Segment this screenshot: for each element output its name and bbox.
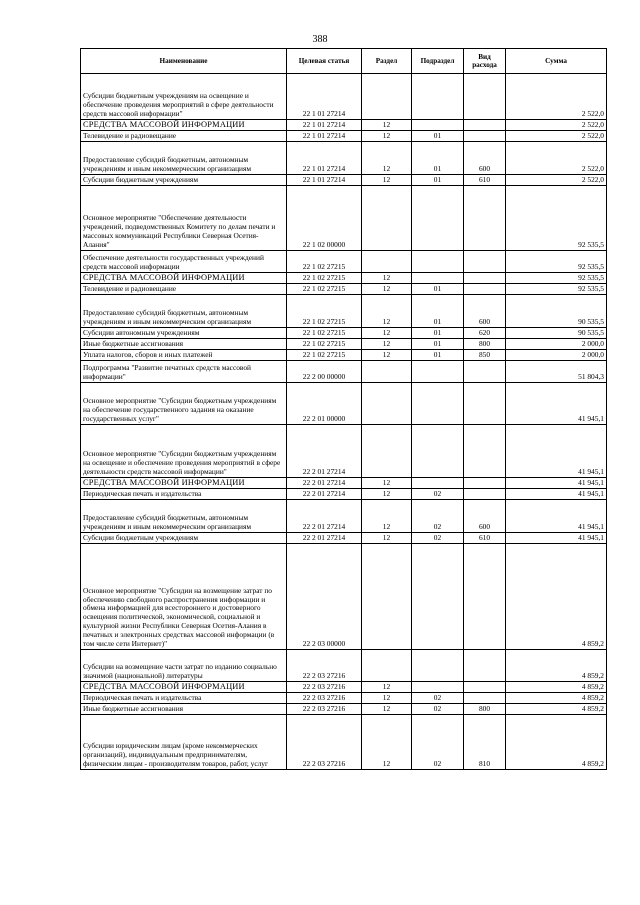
row-expense (464, 383, 506, 425)
table-row (81, 273, 607, 284)
table-row (81, 715, 607, 770)
row-article: 22 2 03 00000 (287, 544, 362, 650)
row-sum: 41 945,1 (506, 533, 607, 544)
table-row (81, 478, 607, 489)
table-row (81, 704, 607, 715)
row-sum: 92 535,5 (506, 186, 607, 251)
row-expense (464, 120, 506, 131)
row-article: 22 1 02 27215 (287, 339, 362, 350)
row-sum: 2 000,0 (506, 350, 607, 361)
row-article: 22 2 03 27216 (287, 650, 362, 682)
row-name: Телевидение и радиовещание (81, 131, 287, 142)
row-sum: 41 945,1 (506, 478, 607, 489)
row-section (362, 186, 412, 251)
row-article: 22 1 02 27215 (287, 284, 362, 295)
table-row (81, 339, 607, 350)
row-article: 22 1 02 00000 (287, 186, 362, 251)
row-subsection (412, 361, 464, 383)
row-expense: 600 (464, 142, 506, 175)
row-name: Субсидии бюджетным учреждениям (81, 533, 287, 544)
row-name: Субсидии автономным учреждениям (81, 328, 287, 339)
row-subsection (412, 650, 464, 682)
row-expense (464, 361, 506, 383)
column-header-subsection: Подраздел (412, 49, 464, 74)
row-subsection (412, 682, 464, 693)
row-name: Основное мероприятие "Субсидии бюджетным учреждениям на обеспечение государственного задания на оказание государственных услуг" (81, 383, 287, 425)
row-name: Предоставление субсидий бюджетным, автономным учреждениям и иным некоммерческим организациям (81, 500, 287, 533)
row-subsection: 01 (412, 339, 464, 350)
row-name: Иные бюджетные ассигнования (81, 339, 287, 350)
table-row (81, 544, 607, 650)
row-subsection: 02 (412, 704, 464, 715)
table-row (81, 693, 607, 704)
row-section: 12 (362, 175, 412, 186)
table-row (81, 186, 607, 251)
row-sum: 4 859,2 (506, 704, 607, 715)
row-name: Телевидение и радиовещание (81, 284, 287, 295)
row-name: Обеспечение деятельности государственных учреждений средств массовой информации (81, 251, 287, 273)
row-sum: 90 535,5 (506, 295, 607, 328)
row-expense (464, 489, 506, 500)
table-row (81, 74, 607, 120)
table-row (81, 284, 607, 295)
row-article: 22 2 00 00000 (287, 361, 362, 383)
row-expense (464, 425, 506, 478)
table-row (81, 682, 607, 693)
row-expense: 610 (464, 175, 506, 186)
row-section: 12 (362, 131, 412, 142)
row-section (362, 383, 412, 425)
row-expense (464, 478, 506, 489)
row-subsection: 01 (412, 350, 464, 361)
table-row (81, 350, 607, 361)
table-row (81, 142, 607, 175)
table-row (81, 328, 607, 339)
row-article: 22 1 01 27214 (287, 131, 362, 142)
row-sum: 2 522,0 (506, 175, 607, 186)
row-section: 12 (362, 284, 412, 295)
row-expense: 810 (464, 715, 506, 770)
row-subsection (412, 478, 464, 489)
row-expense (464, 251, 506, 273)
row-sum: 2 522,0 (506, 74, 607, 120)
row-sum: 92 535,5 (506, 273, 607, 284)
row-subsection: 01 (412, 142, 464, 175)
row-section: 12 (362, 533, 412, 544)
row-sum: 2 522,0 (506, 131, 607, 142)
row-name: Периодическая печать и издательства (81, 693, 287, 704)
table-header-row (81, 49, 607, 74)
row-section: 12 (362, 500, 412, 533)
row-section (362, 425, 412, 478)
row-subsection: 02 (412, 533, 464, 544)
row-expense: 600 (464, 500, 506, 533)
row-sum: 2 522,0 (506, 142, 607, 175)
row-sum: 90 535,5 (506, 328, 607, 339)
row-expense (464, 682, 506, 693)
row-section: 12 (362, 478, 412, 489)
row-name: Уплата налогов, сборов и иных платежей (81, 350, 287, 361)
row-article: 22 2 01 27214 (287, 425, 362, 478)
row-sum: 4 859,2 (506, 682, 607, 693)
table-row (81, 295, 607, 328)
row-sum: 4 859,2 (506, 693, 607, 704)
row-section: 12 (362, 693, 412, 704)
row-expense: 800 (464, 704, 506, 715)
row-section: 12 (362, 295, 412, 328)
row-expense (464, 131, 506, 142)
row-name: СРЕДСТВА МАССОВОЙ ИНФОРМАЦИИ (81, 682, 287, 693)
row-expense (464, 186, 506, 251)
row-sum: 4 859,2 (506, 715, 607, 770)
row-sum: 4 859,2 (506, 650, 607, 682)
row-article: 22 1 01 27214 (287, 142, 362, 175)
row-name: Субсидии на возмещение части затрат по изданию социально значимой (национальной) литературы (81, 650, 287, 682)
row-article: 22 1 02 27215 (287, 251, 362, 273)
row-subsection (412, 186, 464, 251)
row-article: 22 1 02 27215 (287, 295, 362, 328)
table-row (81, 500, 607, 533)
row-sum: 41 945,1 (506, 383, 607, 425)
row-subsection: 02 (412, 489, 464, 500)
table-row (81, 650, 607, 682)
row-name: СРЕДСТВА МАССОВОЙ ИНФОРМАЦИИ (81, 273, 287, 284)
row-name: Субсидии бюджетным учреждениям на освещение и обеспечение проведения мероприятий в сфере деятельности средств массовой информации" (81, 74, 287, 120)
row-article: 22 1 01 27214 (287, 120, 362, 131)
row-article: 22 2 03 27216 (287, 693, 362, 704)
row-section (362, 74, 412, 120)
column-header-expense: Вид расхода (464, 49, 506, 74)
row-expense: 800 (464, 339, 506, 350)
row-expense (464, 650, 506, 682)
row-article: 22 2 03 27216 (287, 704, 362, 715)
row-subsection (412, 251, 464, 273)
table-row (81, 251, 607, 273)
row-name: Субсидии бюджетным учреждениям (81, 175, 287, 186)
row-section: 12 (362, 704, 412, 715)
row-expense (464, 273, 506, 284)
row-sum: 51 804,3 (506, 361, 607, 383)
row-section (362, 544, 412, 650)
row-article: 22 2 03 27216 (287, 682, 362, 693)
row-expense: 620 (464, 328, 506, 339)
row-sum: 92 535,5 (506, 251, 607, 273)
column-header-sum: Сумма (506, 49, 607, 74)
row-name: Предоставление субсидий бюджетным, автономным учреждениям и иным некоммерческим организациям (81, 142, 287, 175)
row-section: 12 (362, 273, 412, 284)
row-name: Иные бюджетные ассигнования (81, 704, 287, 715)
row-name: Основное мероприятие "Субсидии на возмещение затрат по обеспечению свободного распространения информации и обмена информацией для всестороннего и достоверного освещения политической, экономической, социальной и культурной жизни Республики Северная Осетия-Алания в печатных и электронных средствах массовой информации (в том числе сети Интернет)" (81, 544, 287, 650)
row-sum: 41 945,1 (506, 425, 607, 478)
row-subsection: 01 (412, 284, 464, 295)
row-article: 22 2 01 27214 (287, 489, 362, 500)
row-article: 22 2 01 00000 (287, 383, 362, 425)
row-subsection (412, 273, 464, 284)
budget-table (80, 48, 607, 770)
row-sum: 41 945,1 (506, 500, 607, 533)
row-expense (464, 74, 506, 120)
row-article: 22 2 01 27214 (287, 478, 362, 489)
row-subsection: 02 (412, 693, 464, 704)
row-section: 12 (362, 350, 412, 361)
row-article: 22 1 01 27214 (287, 74, 362, 120)
table-row (81, 131, 607, 142)
table-row (81, 361, 607, 383)
row-sum: 41 945,1 (506, 489, 607, 500)
row-section (362, 251, 412, 273)
row-section: 12 (362, 339, 412, 350)
column-header-name: Наименование (81, 49, 287, 74)
row-name: Субсидии юридическим лицам (кроме некоммерческих организаций), индивидуальным предпринимателям, физическим лицам - производителям товаров, работ, услуг (81, 715, 287, 770)
table-row (81, 383, 607, 425)
page-number: 388 (312, 34, 328, 45)
column-header-article: Целевая статья (287, 49, 362, 74)
table-row (81, 533, 607, 544)
row-name: СРЕДСТВА МАССОВОЙ ИНФОРМАЦИИ (81, 478, 287, 489)
row-name: Предоставление субсидий бюджетным, автономным учреждениям и иным некоммерческим организациям (81, 295, 287, 328)
column-header-section: Раздел (362, 49, 412, 74)
row-expense (464, 544, 506, 650)
row-section (362, 361, 412, 383)
row-subsection (412, 120, 464, 131)
table-row (81, 425, 607, 478)
row-sum: 92 535,5 (506, 284, 607, 295)
row-expense: 850 (464, 350, 506, 361)
row-subsection: 02 (412, 715, 464, 770)
row-subsection (412, 74, 464, 120)
row-section (362, 650, 412, 682)
row-section: 12 (362, 715, 412, 770)
row-section: 12 (362, 120, 412, 131)
row-expense: 600 (464, 295, 506, 328)
row-name: Основное мероприятие "Обеспечение деятельности учреждений, подведомственных Комитету по делам печати и массовых коммуникаций Республики Северная Осетия-Алания" (81, 186, 287, 251)
row-article: 22 1 02 27215 (287, 328, 362, 339)
row-section: 12 (362, 489, 412, 500)
row-name: Периодическая печать и издательства (81, 489, 287, 500)
row-subsection: 01 (412, 328, 464, 339)
row-section: 12 (362, 682, 412, 693)
row-article: 22 1 02 27215 (287, 350, 362, 361)
row-subsection (412, 383, 464, 425)
row-subsection: 01 (412, 131, 464, 142)
row-article: 22 1 02 27215 (287, 273, 362, 284)
row-name: СРЕДСТВА МАССОВОЙ ИНФОРМАЦИИ (81, 120, 287, 131)
table-row (81, 489, 607, 500)
row-sum: 4 859,2 (506, 544, 607, 650)
row-article: 22 2 01 27214 (287, 533, 362, 544)
row-subsection: 01 (412, 175, 464, 186)
row-name: Основное мероприятие "Субсидии бюджетным учреждениям на освещение и обеспечение проведения мероприятий в сфере деятельности средств массовой информации" (81, 425, 287, 478)
row-name: Подпрограмма "Развитие печатных средств массовой информации" (81, 361, 287, 383)
row-sum: 2 000,0 (506, 339, 607, 350)
row-expense: 610 (464, 533, 506, 544)
row-sum: 2 522,0 (506, 120, 607, 131)
row-article: 22 2 01 27214 (287, 500, 362, 533)
row-subsection (412, 425, 464, 478)
row-expense (464, 693, 506, 704)
row-subsection (412, 544, 464, 650)
table-row (81, 175, 607, 186)
row-section: 12 (362, 328, 412, 339)
row-subsection: 01 (412, 295, 464, 328)
row-section: 12 (362, 142, 412, 175)
row-article: 22 2 03 27216 (287, 715, 362, 770)
row-article: 22 1 01 27214 (287, 175, 362, 186)
row-expense (464, 284, 506, 295)
table-row (81, 120, 607, 131)
row-subsection: 02 (412, 500, 464, 533)
